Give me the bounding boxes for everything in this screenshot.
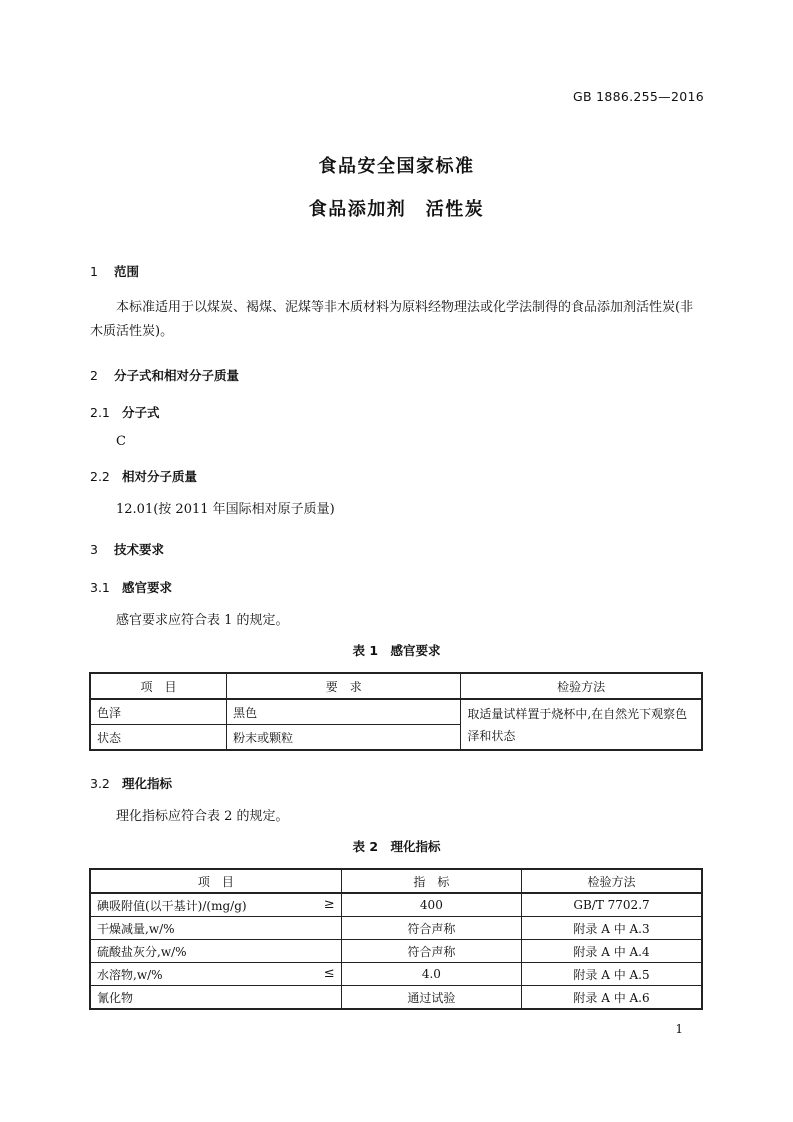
- section-3-2-text: 理化指标应符合表 2 的规定。: [116, 809, 289, 824]
- section-3-heading: [90, 540, 164, 558]
- method-cell: 附录 A 中 A.5: [522, 963, 702, 986]
- document-subtitle: 食品添加剂 活性炭: [308, 199, 485, 220]
- item-cell: [90, 963, 341, 986]
- column-header: 项 目: [90, 869, 341, 893]
- item-label: 硫酸盐灰分,w/%: [97, 944, 187, 959]
- column-header: 要 求: [227, 673, 461, 699]
- section-number: 2.2: [90, 469, 110, 484]
- section-2-heading: [90, 366, 239, 384]
- table-row: [90, 986, 702, 1010]
- column-header: 项 目: [90, 673, 227, 699]
- section-title: 范围: [114, 264, 140, 279]
- value-cell: 符合声称: [341, 940, 521, 963]
- standard-number: GB 1886.255—2016: [573, 89, 704, 104]
- section-2-1-heading: [90, 403, 160, 421]
- section-number: 3.2: [90, 776, 110, 791]
- value-cell: 4.0: [341, 963, 521, 986]
- section-number: 3: [90, 542, 98, 557]
- comparison-symbol: ≥: [323, 896, 335, 912]
- table-header-row: [90, 673, 702, 699]
- item-cell: [90, 917, 341, 940]
- section-2-2-heading: [90, 467, 197, 485]
- method-cell: 附录 A 中 A.6: [522, 986, 702, 1010]
- section-1-text: 本标准适用于以煤炭、褐煤、泥煤等非木质材料为原料经物理法或化学法制得的食品添加剂活性炭(非木质活性炭)。: [90, 300, 694, 339]
- section-3-1-heading: [90, 578, 172, 596]
- section-number: 3.1: [90, 580, 110, 595]
- section-number: 2: [90, 368, 98, 383]
- molecular-formula: C: [116, 434, 126, 449]
- item-cell: 状态: [90, 725, 227, 751]
- table-row: [90, 917, 702, 940]
- table-row: [90, 699, 702, 725]
- item-label: 碘吸附值(以干基计)/(mg/g): [97, 898, 247, 913]
- comparison-symbol: ≤: [323, 965, 335, 981]
- physicochemical-indicators-table: [89, 868, 703, 1010]
- table-2-caption: 表 2 理化指标: [352, 839, 441, 854]
- value-cell: 通过试验: [341, 986, 521, 1010]
- section-title: 理化指标: [122, 776, 173, 791]
- section-3-1-text: 感官要求应符合表 1 的规定。: [116, 613, 289, 628]
- value-cell: 400: [341, 893, 521, 917]
- method-cell: GB/T 7702.7: [522, 893, 702, 917]
- section-3-2-heading: [90, 774, 172, 792]
- item-cell: 色泽: [90, 699, 227, 725]
- value-cell: 符合声称: [341, 917, 521, 940]
- table-row: [90, 963, 702, 986]
- section-1-heading: [90, 262, 139, 280]
- table-header-row: [90, 869, 702, 893]
- section-title: 感官要求: [122, 580, 173, 595]
- column-header: 指 标: [341, 869, 521, 893]
- requirement-cell: 黑色: [227, 699, 461, 725]
- section-title: 分子式: [122, 405, 160, 420]
- molecular-mass: 12.01(按 2011 年国际相对原子质量): [116, 502, 335, 517]
- item-label: 干燥减量,w/%: [97, 921, 175, 936]
- section-title: 技术要求: [114, 542, 165, 557]
- section-number: 2.1: [90, 405, 110, 420]
- item-cell: [90, 986, 341, 1010]
- item-label: 氰化物: [97, 990, 134, 1005]
- document-title: 食品安全国家标准: [318, 156, 475, 177]
- section-title: 相对分子质量: [122, 469, 198, 484]
- method-cell: 附录 A 中 A.4: [522, 940, 702, 963]
- table-1-caption: 表 1 感官要求: [352, 643, 441, 658]
- column-header: 检验方法: [522, 869, 702, 893]
- method-cell: 取适量试样置于烧杯中,在自然光下观察色泽和状态: [461, 699, 702, 750]
- item-cell: [90, 940, 341, 963]
- sensory-requirements-table: [89, 672, 703, 751]
- method-cell: 附录 A 中 A.3: [522, 917, 702, 940]
- column-header: 检验方法: [461, 673, 702, 699]
- table-row: [90, 893, 702, 917]
- section-number: 1: [90, 264, 98, 279]
- requirement-cell: 粉末或颗粒: [227, 725, 461, 751]
- page-number: 1: [675, 1022, 683, 1036]
- item-cell: [90, 893, 341, 917]
- table-row: [90, 940, 702, 963]
- item-label: 水溶物,w/%: [97, 967, 163, 982]
- section-title: 分子式和相对分子质量: [114, 368, 240, 383]
